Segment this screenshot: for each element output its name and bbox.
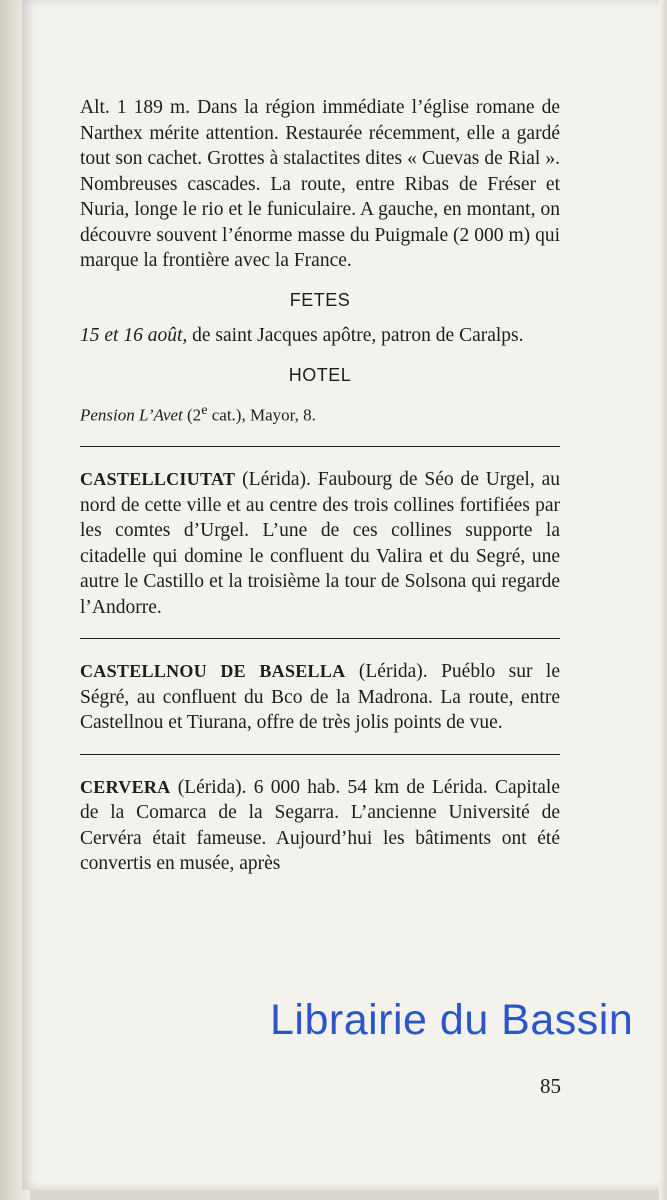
fetes-paragraph: [80, 323, 560, 349]
page-right-edge: [659, 0, 667, 1200]
hotel-name: Pension L’Avet: [80, 405, 183, 425]
cervera-entry: [80, 775, 560, 877]
hotel-paragraph: [80, 398, 560, 428]
castellnou-name: CASTELLNOU DE BASELLA: [80, 661, 346, 682]
cervera-name: CERVERA: [80, 776, 171, 797]
hotel-cat-sup: e: [201, 402, 208, 418]
page-number: 85: [540, 1074, 561, 1098]
watermark: Librairie du Bassin: [270, 996, 634, 1044]
fetes-date: 15 et 16 août,: [80, 325, 188, 346]
section-divider: [80, 638, 560, 639]
fetes-heading: FETES: [289, 289, 351, 310]
cervera-text: (Lérida). 6 000 hab. 54 km de Lérida. Capitale de la Comarca de la Segarra. L’ancienne Université de Cervéra était fameuse. Aujourd’hui les bâtiments ont été convertis en musée, après: [80, 776, 560, 875]
castellciutat-text: (Lérida). Faubourg de Séo de Urgel, au nord de cette ville et au centre des trois collines fortifiées par les comtes d’Urgel. L’une de ces collines supporte la citadelle qui domine le confluent du Valira et du Segré, une autre le Castillo et la troisième la tour de Solsona qui regarde l’Andorre.: [80, 469, 560, 618]
castellciutat-entry: [80, 467, 560, 620]
hotel-detail: cat.), Mayor, 8.: [207, 405, 316, 425]
fetes-text: de saint Jacques apôtre, patron de Caralps.: [187, 325, 524, 346]
hotel-cat-open: (2: [182, 405, 202, 425]
page-content: [80, 95, 560, 877]
castellciutat-name: CASTELLCIUTAT: [80, 469, 236, 490]
intro-paragraph: Alt. 1 189 m. Dans la région immédiate l’église romane de Narthex mérite attention. Restaurée récemment, elle a gardé tout son cachet. Grottes à stalactites dites « Cuevas de Rial ». Nombreuses cascades. La route, entre Ribas de Fréser et Nuria, longe le rio et le funiculaire. A gauche, en montant, on découvre souvent l’énorme masse du Puigmale (2 000 m) qui marque la frontière avec la France.: [80, 97, 560, 271]
section-divider: [80, 446, 560, 447]
castellnou-text: (Lérida). Puéblo sur le Ségré, au confluent du Bco de la Madrona. La route, entre Castellnou et Tiurana, offre de très jolis points de vue.: [80, 661, 560, 734]
castellnou-entry: [80, 659, 560, 736]
hotel-heading: HOTEL: [288, 364, 352, 385]
section-divider: [80, 754, 560, 755]
